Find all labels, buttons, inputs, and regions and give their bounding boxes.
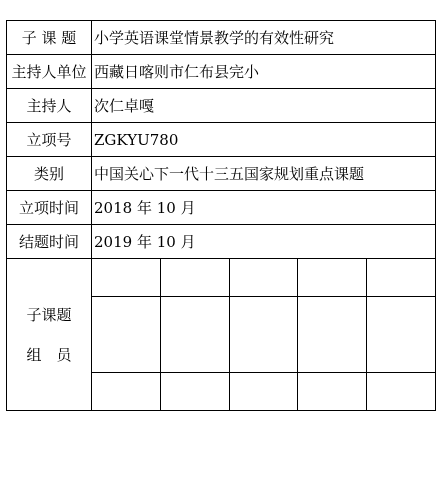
member-cell — [161, 372, 230, 410]
label-subtopic: 子 课 题 — [7, 21, 92, 55]
value-end-date: 2019 年 10 月 — [92, 225, 436, 259]
row-members — [7, 259, 436, 411]
row-project-number — [7, 123, 436, 157]
value-start-date: 2018 年 10 月 — [92, 191, 436, 225]
label-members-line1: 子课题 — [26, 305, 72, 324]
members-grid-row — [92, 259, 435, 297]
label-category: 类别 — [7, 157, 92, 191]
label-host-unit: 主持人单位 — [7, 55, 92, 89]
value-project-number: ZGKYU780 — [92, 123, 436, 157]
members-grid-row — [92, 372, 435, 410]
member-cell — [229, 297, 298, 373]
member-cell — [229, 259, 298, 297]
member-cell — [229, 372, 298, 410]
label-start-date: 立项时间 — [7, 191, 92, 225]
row-category — [7, 157, 436, 191]
value-host: 次仁卓嘎 — [92, 89, 436, 123]
members-grid-row — [92, 297, 435, 373]
member-cell — [298, 259, 367, 297]
row-host-unit — [7, 55, 436, 89]
value-subtopic: 小学英语课堂情景教学的有效性研究 — [92, 21, 436, 55]
project-info-sheet — [6, 20, 436, 472]
project-info-table — [6, 20, 436, 411]
row-start-date — [7, 191, 436, 225]
member-cell — [366, 259, 435, 297]
member-cell — [366, 372, 435, 410]
value-category: 中国关心下一代十三五国家规划重点课题 — [92, 157, 436, 191]
member-cell — [92, 372, 161, 410]
label-host: 主持人 — [7, 89, 92, 123]
row-subtopic — [7, 21, 436, 55]
label-project-number: 立项号 — [7, 123, 92, 157]
member-cell — [298, 372, 367, 410]
member-cell — [366, 297, 435, 373]
member-cell — [92, 259, 161, 297]
row-end-date — [7, 225, 436, 259]
member-cell — [92, 297, 161, 373]
value-host-unit: 西藏日喀则市仁布县完小 — [92, 55, 436, 89]
label-end-date: 结题时间 — [7, 225, 92, 259]
members-grid-cell — [92, 259, 436, 411]
members-grid — [92, 259, 435, 410]
row-host — [7, 89, 436, 123]
label-members-line2: 组 员 — [26, 345, 72, 364]
member-cell — [161, 297, 230, 373]
member-cell — [161, 259, 230, 297]
member-cell — [298, 297, 367, 373]
label-members — [7, 259, 92, 411]
